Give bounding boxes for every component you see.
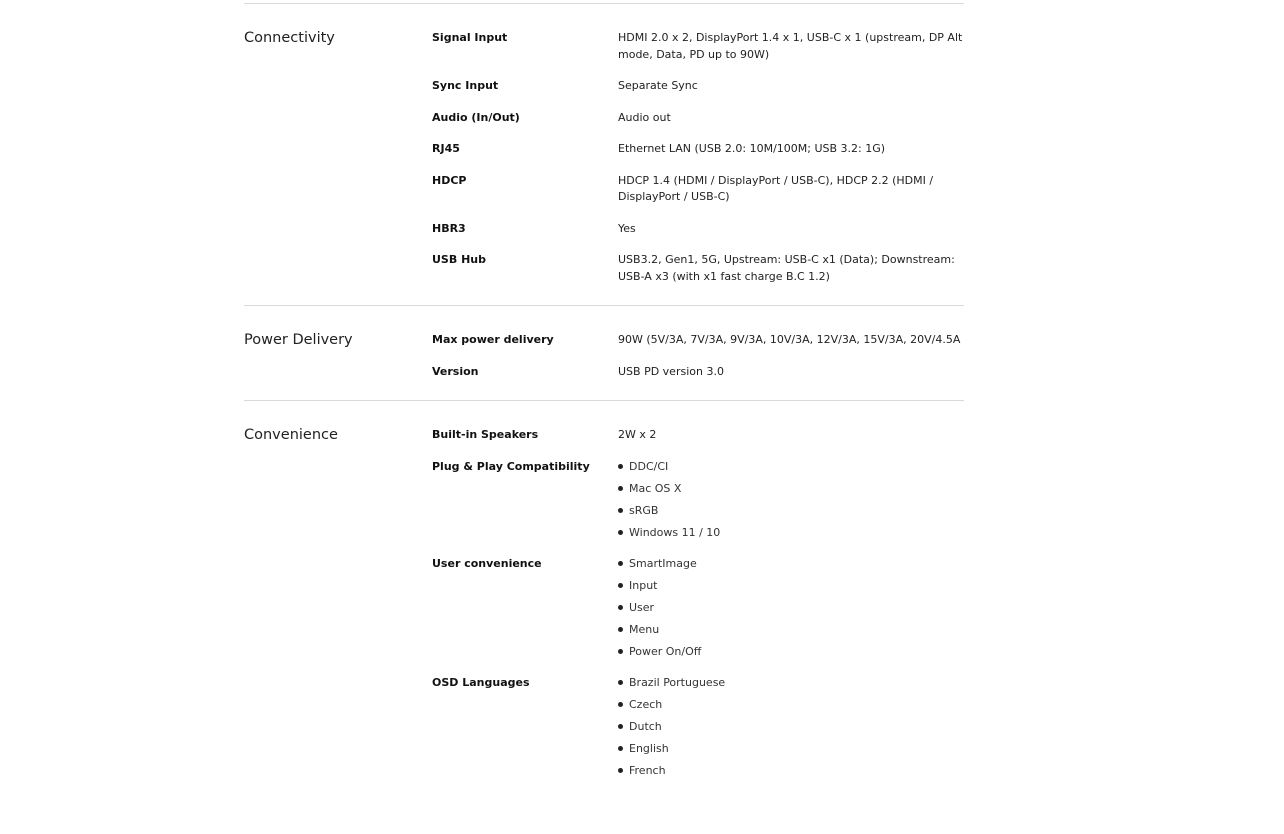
bullet-icon — [618, 561, 623, 566]
spec-row-sync-input — [432, 78, 964, 95]
bullet-list — [618, 556, 964, 660]
bullet-icon — [618, 724, 623, 729]
spec-label: Signal Input — [432, 31, 508, 44]
spec-label: OSD Languages — [432, 675, 530, 689]
list-item-text: Windows 11 / 10 — [629, 525, 721, 539]
bullet-icon — [618, 680, 623, 685]
spec-row-hdcp — [432, 173, 964, 206]
bullet-icon — [618, 583, 623, 588]
list-item-text: Input — [629, 578, 658, 592]
list-item-text: Mac OS X — [629, 481, 682, 495]
spec-label: RJ45 — [432, 142, 460, 155]
bullet-icon — [618, 605, 623, 610]
spec-value: HDMI 2.0 x 2, DisplayPort 1.4 x 1, USB-C x 1 (upstream, DP Alt mode, Data, PD up to 90W) — [618, 31, 963, 61]
list-item — [618, 719, 964, 735]
section-convenience — [244, 400, 964, 799]
list-item — [618, 622, 964, 638]
list-item-text: SmartImage — [629, 556, 697, 570]
bullet-icon — [618, 464, 623, 469]
spec-label: Audio (In/Out) — [432, 110, 520, 124]
list-item-text: Menu — [629, 622, 660, 636]
spec-row-signal-input — [432, 30, 964, 63]
bullet-icon — [618, 702, 623, 707]
bullet-icon — [618, 627, 623, 632]
spec-value: Audio out — [618, 110, 671, 124]
spec-label: HBR3 — [432, 221, 466, 235]
section-title: Power Delivery — [244, 332, 353, 348]
list-item — [618, 503, 964, 519]
list-item-text: English — [629, 741, 669, 755]
list-item — [618, 697, 964, 713]
list-item — [618, 763, 964, 779]
spec-value: 90W (5V/3A, 7V/3A, 9V/3A, 10V/3A, 12V/3A, 15V/3A, 20V/4.5A — [618, 333, 961, 346]
list-item — [618, 578, 964, 594]
list-item — [618, 600, 964, 616]
spec-label: HDCP — [432, 173, 467, 187]
bullet-list — [618, 459, 964, 541]
spec-value: Separate Sync — [618, 79, 698, 92]
spec-row-version — [432, 364, 964, 381]
list-item-text: Dutch — [629, 719, 662, 733]
list-item-text: Brazil Portuguese — [629, 675, 726, 689]
list-item — [618, 525, 964, 541]
spec-value: Yes — [618, 221, 636, 235]
list-item-text: Power On/Off — [629, 644, 702, 658]
spec-value-list — [618, 556, 964, 660]
list-item — [618, 459, 964, 475]
spec-label: Sync Input — [432, 79, 499, 92]
spec-value: 2W x 2 — [618, 428, 657, 441]
section-connectivity — [244, 3, 964, 305]
spec-label: User convenience — [432, 556, 542, 570]
spec-label: Max power delivery — [432, 333, 554, 346]
spec-value: HDCP 1.4 (HDMI / DisplayPort / USB-C), HDCP 2.2 (HDMI / DisplayPort / USB-C) — [618, 173, 934, 203]
bullet-icon — [618, 649, 623, 654]
list-item-text: French — [629, 763, 666, 777]
spec-row-hbr3 — [432, 221, 964, 238]
bullet-list — [618, 675, 964, 779]
spec-row-usb-hub — [432, 252, 964, 285]
spec-table — [244, 3, 964, 799]
spec-label: Version — [432, 364, 479, 378]
bullet-icon — [618, 530, 623, 535]
section-title: Convenience — [244, 427, 338, 443]
list-item — [618, 675, 964, 691]
spec-row-rj45 — [432, 141, 964, 158]
spec-label: Built-in Speakers — [432, 428, 539, 441]
section-rows — [432, 30, 964, 285]
list-item-text: DDC/CI — [629, 459, 669, 473]
section-rows — [432, 427, 964, 779]
list-item-text: sRGB — [629, 503, 659, 517]
list-item — [618, 741, 964, 757]
spec-value: USB PD version 3.0 — [618, 364, 724, 378]
list-item-text: User — [629, 600, 655, 614]
spec-label: USB Hub — [432, 253, 486, 266]
spec-row-user-convenience — [432, 556, 964, 660]
spec-row-osd-languages — [432, 675, 964, 779]
bullet-icon — [618, 768, 623, 773]
spec-value: Ethernet LAN (USB 2.0: 10M/100M; USB 3.2: 1G) — [618, 142, 886, 155]
spec-value: USB3.2, Gen1, 5G, Upstream: USB-C x1 (Data); Downstream: USB-A x3 (with x1 fast charge B.C 1.2) — [618, 253, 955, 283]
section-power-delivery — [244, 305, 964, 400]
spec-row-plug-and-play — [432, 459, 964, 541]
bullet-icon — [618, 486, 623, 491]
list-item — [618, 556, 964, 572]
bullet-icon — [618, 508, 623, 513]
section-rows — [432, 332, 964, 380]
list-item-text: Czech — [629, 697, 663, 711]
section-title: Connectivity — [244, 30, 335, 46]
spec-row-speakers — [432, 427, 964, 444]
spec-label: Plug & Play Compatibility — [432, 459, 590, 473]
list-item — [618, 481, 964, 497]
bullet-icon — [618, 746, 623, 751]
list-item — [618, 644, 964, 660]
spec-row-max-power — [432, 332, 964, 349]
spec-row-audio — [432, 110, 964, 127]
spec-value-list — [618, 675, 964, 779]
spec-value-list — [618, 459, 964, 541]
